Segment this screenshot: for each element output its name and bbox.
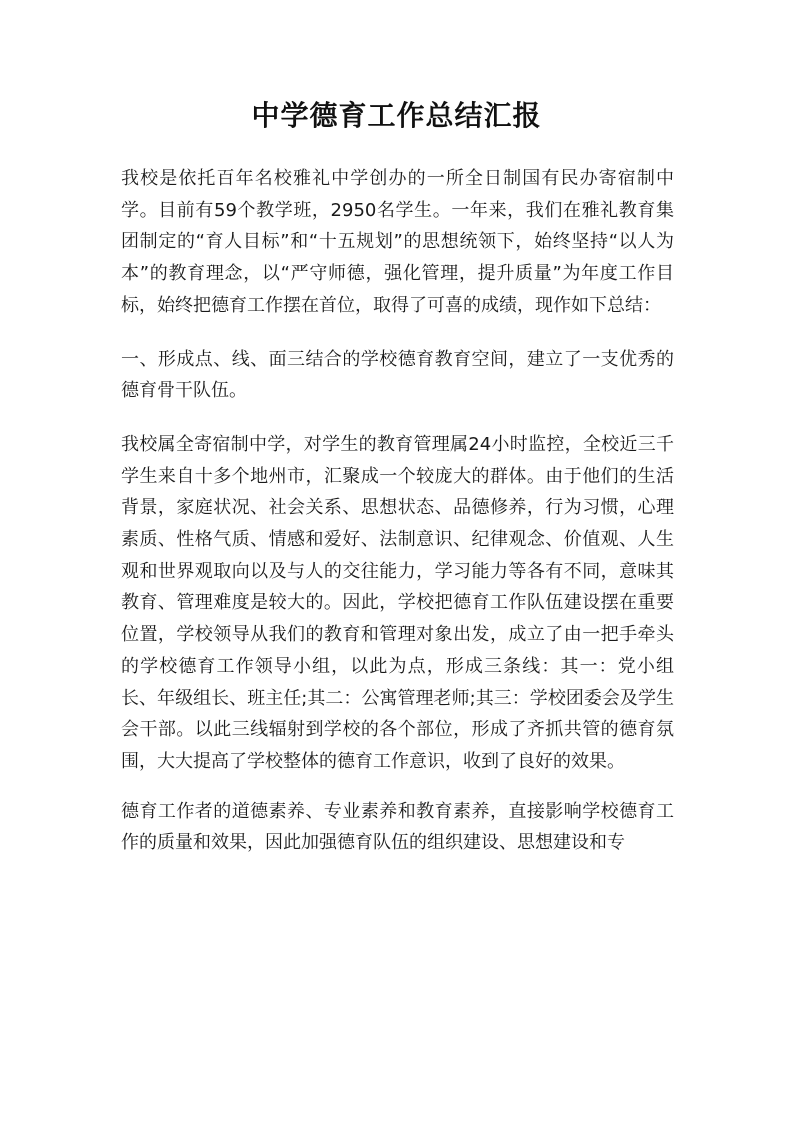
paragraph-spacer <box>121 778 674 796</box>
section-heading-1: 一、形成点、线、面三结合的学校德育教育空间，建立了一支优秀的德育骨干队伍。 <box>121 348 674 402</box>
document-title: 中学德育工作总结汇报 <box>251 99 542 132</box>
paragraph-intro: 我校是依托百年名校雅礼中学创办的一所全日制国有民办寄宿制中学。目前有59个教学班，2950名学生。一年来，我们在雅礼教育集团制定的“育人目标”和“十五规划”的思想统领下，始终坚持“以人为本”的教育理念，以“严守师德，强化管理，提升质量”为年度工作目标，始终把德育工作摆在首位，取得了可喜的成绩，现作如下总结： <box>121 168 674 316</box>
paragraph-spacer <box>121 407 674 429</box>
paragraph-section-1-body: 我校属全寄宿制中学，对学生的教育管理属24小时监控，全校近三千学生来自十多个地州市，汇聚成一个较庞大的群体。由于他们的生活背景，家庭状况、社会关系、思想状态、品德修养，行为习惯，心理素质、性格气质、情感和爱好、法制意识、纪律观念、价值观、人生观和世界观取向以及与人的交往能力，学习能力等各有不同，意味其教育、管理难度是较大的。因此，学校把德育工作队伍建设摆在重要位置，学校领导从我们的教育和管理对象出发，成立了由一把手牵头的学校德育工作领导小组，以此为点，形成三条线：其一：党小组长、年级组长、班主任;其二：公寓管理老师;其三：学校团委会及学生会干部。以此三线辐射到学校的各个部位，形成了齐抓共管的德育氛围，大大提高了学校整体的德育工作意识，收到了良好的效果。 <box>121 433 674 772</box>
document-body <box>121 163 674 859</box>
paragraph-spacer <box>121 322 674 344</box>
paragraph-section-1-continued: 德育工作者的道德素养、专业素养和教育素养，直接影响学校德育工作的质量和效果，因此加强德育队伍的组织建设、思想建设和专 <box>121 800 674 854</box>
